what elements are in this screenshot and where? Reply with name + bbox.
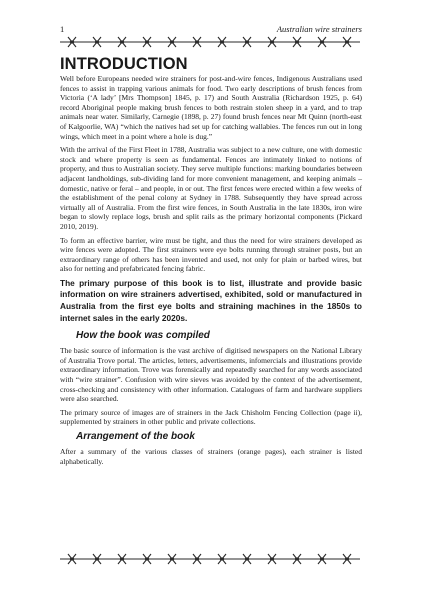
intro-paragraph-2: With the arrival of the First Fleet in 1788, Australia was subject to a new culture, one with domestic stock and where property is seen as fundamental. Fences are intimately linked to notions of property, and thus to Australian society. They serve multiple functions: marking boundaries between adjacent landholdings, sub-dividing land for more convenient management, and keeping animals – domestic, native or feral – and people, in or out. The first fences were erected within a few weeks of the establishment of the penal colony at Sydney in 1788. Subsequently they have spread across virtually all of Australia. From the first wire fences, in South Australia in the late 1830s, iron wire began to slowly replace logs, brush and split rails as the primary horizontal components (Pickard 2010, 2019). [60,145,362,231]
page-number: 1 [60,24,65,34]
barbed-wire-bottom-icon [60,552,362,566]
page-title: INTRODUCTION [60,55,188,73]
intro-paragraph-1: Well before Europeans needed wire strainers for post-and-wire fences, Indigenous Australians used fences to assist in trapping various animals for food. Two early descriptions of brush fences from Victoria (‘A lady’ [Mrs Thompson] 1845, p. 17) and South Australia (Richardson 1925, p. 64) record Aboriginal people making brush fences to both restrain stolen sheep in a yard, and to trap animals near water. Similarly, Carnegie (1898, p. 27) found brush fences near Mt Quinn (north-east of Kalgoorlie, WA) “which the natives had set up for catching wallabies. The fences run out in long wings, which meet in a point where a hole is dug.” [60,74,362,141]
compiled-paragraph-2: The primary source of images are of strainers in the Jack Chisholm Fencing Collection (page ii), supplemented by strainers in other public and private collections. [60,407,362,427]
running-title: Australian wire strainers [276,24,362,34]
page-header [60,23,362,35]
purpose-statement: The primary purpose of this book is to list, illustrate and provide basic information on wire strainers advertised, exhibited, sold or manufactured in Australia from the first eye bolts and straining machines in the 1850s to internet sales in the early 2020s. [60,277,362,323]
barbed-wire-top-icon [60,35,362,49]
main-content [60,55,362,470]
arrangement-paragraph-1: After a summary of the various classes of strainers (orange pages), each strainer is listed alphabetically. [60,447,362,466]
section-heading-arrangement: Arrangement of the book [76,431,195,442]
section-heading-compiled: How the book was compiled [76,330,210,342]
compiled-paragraph-1: The basic source of information is the vast archive of digitised newspapers on the National Library of Australia Trove portal. The articles, letters, advertisements, infomercials and illustrations provide extraordinary information. Trove was forensically and repeatedly searched for any words associated with “wire strainer”. Confusion with wire sieves was avoided by the context of the advertisement, cross-checking and consistency with other information. Catalogues of farm and hardware suppliers were also searched. [60,346,362,404]
intro-paragraph-3: To form an effective barrier, wire must be tight, and thus the need for wire strainers developed as wire fences were adopted. The first strainers were eye bolts running through strainer posts, but an extraordinary range of others has been invented and used, not only for plain or barbed wires, but also for netting and prefabricated fencing fabric. [60,235,362,274]
